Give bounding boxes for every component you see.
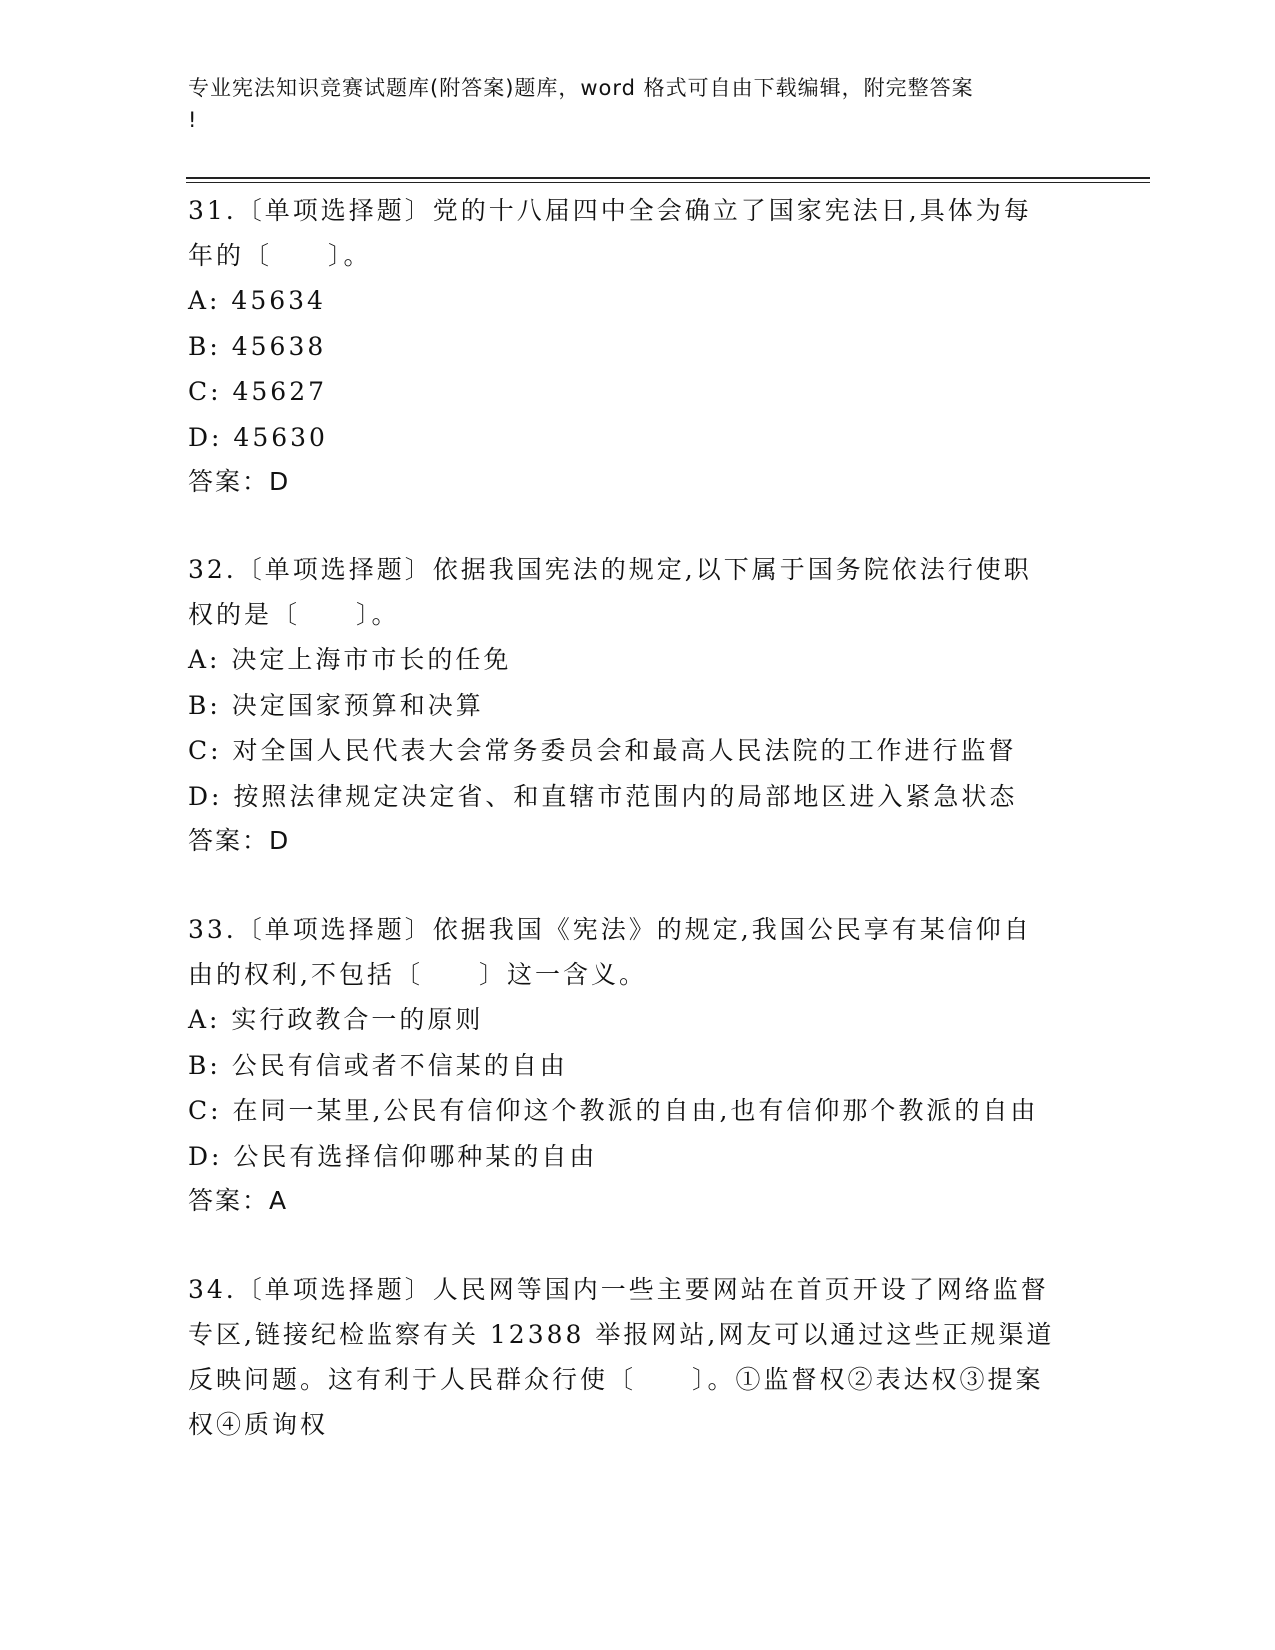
question-stem-line: 由的权利,不包括〔 〕这一含义。 — [188, 960, 647, 989]
option-c: C: 对全国人民代表大会常务委员会和最高人民法院的工作进行监督 — [188, 736, 1017, 765]
question-stem — [188, 1267, 1088, 1447]
option-c: C: 45627 — [188, 377, 328, 406]
question-stem-line: 专区,链接纪检监察有关 12388 举报网站,网友可以通过这些正规渠道 — [188, 1320, 1055, 1349]
answer: 答案：D — [188, 467, 291, 496]
header-title-line2: ! — [188, 108, 198, 132]
question-stem-line: 年的〔 〕。 — [188, 241, 372, 270]
question-stem-line: 权的是〔 〕。 — [188, 600, 400, 629]
header-divider — [186, 177, 1150, 179]
answer: 答案：D — [188, 826, 291, 855]
option-b: B: 公民有信或者不信某的自由 — [188, 1050, 568, 1080]
answer: 答案：A — [188, 1186, 289, 1215]
option-a: A: 决定上海市市长的任免 — [188, 645, 512, 674]
question-stem-line: 权④质询权 — [188, 1410, 329, 1439]
option-b: B: 决定国家预算和决算 — [188, 690, 484, 720]
option-d: D: 公民有选择信仰哪种某的自由 — [188, 1141, 598, 1171]
document-header — [188, 72, 1068, 136]
header-title-line1: 专业宪法知识竞赛试题库(附答案)题库，word 格式可自由下载编辑，附完整答案 — [188, 76, 974, 100]
question-34 — [188, 1267, 1088, 1447]
question-31 — [188, 188, 1088, 504]
question-32 — [188, 547, 1088, 863]
question-stem — [188, 188, 1088, 278]
question-stem-line: 33.〔单项选择题〕依据我国《宪法》的规定,我国公民享有某信仰自 — [188, 915, 1032, 944]
question-stem-line: 反映问题。这有利于人民群众行使〔 〕。①监督权②表达权③提案 — [188, 1365, 1044, 1394]
question-stem — [188, 547, 1088, 637]
question-stem-line: 31.〔单项选择题〕党的十八届四中全会确立了国家宪法日,具体为每 — [188, 196, 1032, 225]
option-d: D: 按照法律规定决定省、和直辖市范围内的局部地区进入紧急状态 — [188, 781, 1018, 811]
header-divider-thin — [186, 182, 1150, 183]
question-33 — [188, 907, 1088, 1223]
option-d: D: 45630 — [188, 422, 328, 452]
option-a: A: 实行政教合一的原则 — [188, 1005, 484, 1034]
option-c: C: 在同一某里,公民有信仰这个教派的自由,也有信仰那个教派的自由 — [188, 1096, 1039, 1125]
option-b: B: 45638 — [188, 331, 327, 361]
question-stem — [188, 907, 1088, 997]
question-stem-line: 34.〔单项选择题〕人民网等国内一些主要网站在首页开设了网络监督 — [188, 1275, 1049, 1304]
option-a: A: 45634 — [188, 286, 326, 315]
question-stem-line: 32.〔单项选择题〕依据我国宪法的规定,以下属于国务院依法行使职 — [188, 555, 1032, 584]
